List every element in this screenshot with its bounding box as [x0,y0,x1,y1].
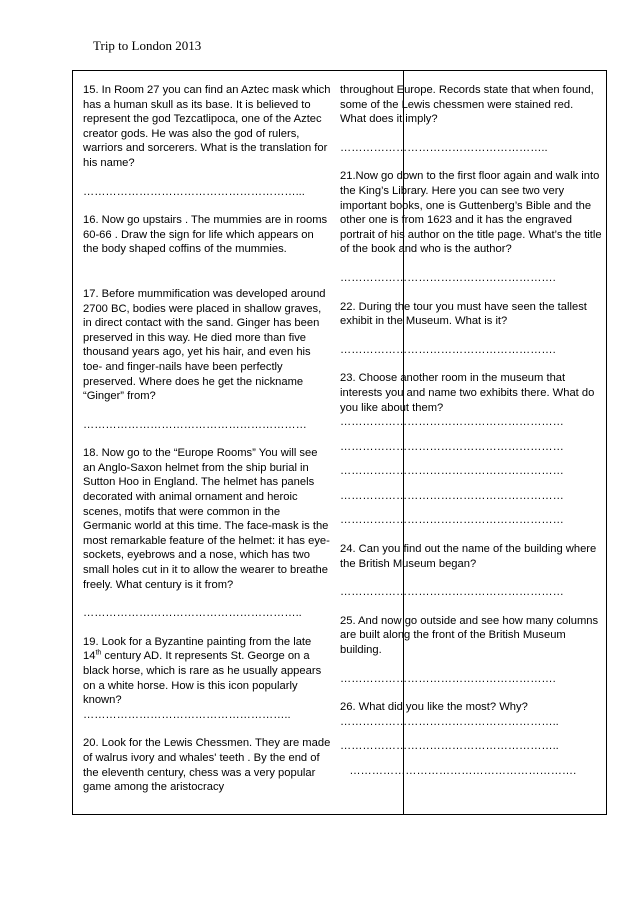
question-19-sup: th [95,649,102,657]
question-20-continued: throughout Europe. Records state that when found, some of the Lewis chessmen were stained red. What does it imply? [340,84,594,126]
answer-line-23-1[interactable]: …………………………………………………… [340,416,564,429]
answer-line-26-1[interactable]: ………………………………………………….. [340,715,559,728]
question-22: 22. During the tour you must have seen the tallest exhibit in the Museum. What is it? [340,300,587,328]
worksheet-table [72,70,607,815]
question-16: 16. Now go upstairs . The mummies are in rooms 60-66 . Draw the sign for life which appears on the body shaped coffins of the mummies. [83,214,328,256]
question-25: 25. And now go outside and see how many columns are built along the front of the British Museum building. [340,614,599,657]
answer-line-23-4[interactable]: …………………………………………………… [340,489,564,502]
page-header: Trip to London 2013 [93,38,202,53]
answer-line-23-2[interactable]: …………………………………………………… [340,440,564,453]
answer-line-20[interactable]: ……………………………………………….. [340,141,548,154]
question-23: 23. Choose another room in the museum that interests you and name two exhibits there. What do you like about them? [340,372,595,414]
answer-line-21[interactable]: …………………………………………………. [340,271,556,284]
question-19-text-b: century AD. It represents St. George on a black horse, which is rare as he usually appears on a white horse. How is this icon popularly known? [83,650,322,707]
question-19 [83,635,331,708]
right-column [340,75,602,779]
question-15: 15. In Room 27 you can find an Aztec mask which has a human skull as its base. It is believed to represent the god Tezcatlipoca, one of the Aztec creator gods. He was also the god of rulers, warriors and sorcerers. What is the translation for his name? [83,84,331,169]
answer-line-23-3[interactable]: …………………………………………………… [340,465,564,478]
question-19-text-a: 19. Look for a Byzantine painting from the late 14 [83,635,312,663]
question-18: 18. Now go to the “Europe Rooms” You will see an Anglo-Saxon helmet from the ship burial in Sutton Hoo in England. The helmet has panels decorated with animal ornament and heroic scenes, motifs that were common in the Germanic world at this time. The face-mask is the most remarkable feature of the helmet: it has eye-sockets, eyebrows and a nose, which has two small holes cut in it to allow the wearer to breathe freely. What century is it from? [83,447,330,591]
answer-line-18[interactable]: ………………………………………………….. [83,607,302,620]
answer-line-25[interactable]: …………………………………………………. [340,672,556,685]
answer-line-15[interactable]: …………………………………………………... [83,185,305,198]
answer-line-23-5[interactable]: …………………………………………………… [340,514,564,527]
answer-line-24[interactable]: …………………………………………………… [340,586,564,599]
answer-line-17[interactable]: …………………………………………………… [83,418,307,431]
answer-line-22[interactable]: …………………………………………………. [340,343,556,356]
answer-line-26-2[interactable]: ………………………………………………….. [340,740,559,753]
question-26: 26. What did you like the most? Why? [340,701,528,714]
answer-line-19[interactable]: ……………………………………………….. [83,708,291,721]
answer-line-26-3[interactable]: ……………………………………………………. [340,765,577,777]
question-21: 21.Now go down to the first floor again and walk into the King’s Library. Here you can see two very important books, one is Guttenberg’s Bible and the other one is from 1623 and it has the engraved portrait of his author on the title page. What’s the title of the book and who is the author? [340,170,602,256]
question-17: 17. Before mummification was developed around 2700 BC, bodies were placed in shallow graves, in direct contact with the sand. Ginger has been preserved in this way. He died more than five thousand years ago, yet his hair, and even his toe- and finger-nails have been perfectly preserved. Where does he get the nickname “Ginger” from? [83,287,326,403]
question-24: 24. Can you find out the name of the building where the British Museum began? [340,543,597,570]
left-column [83,75,331,795]
question-20: 20. Look for the Lewis Chessmen. They are made of walrus ivory and whales' teeth . By the end of the eleventh century, chess was a very popular game among the aristocracy [83,737,331,794]
